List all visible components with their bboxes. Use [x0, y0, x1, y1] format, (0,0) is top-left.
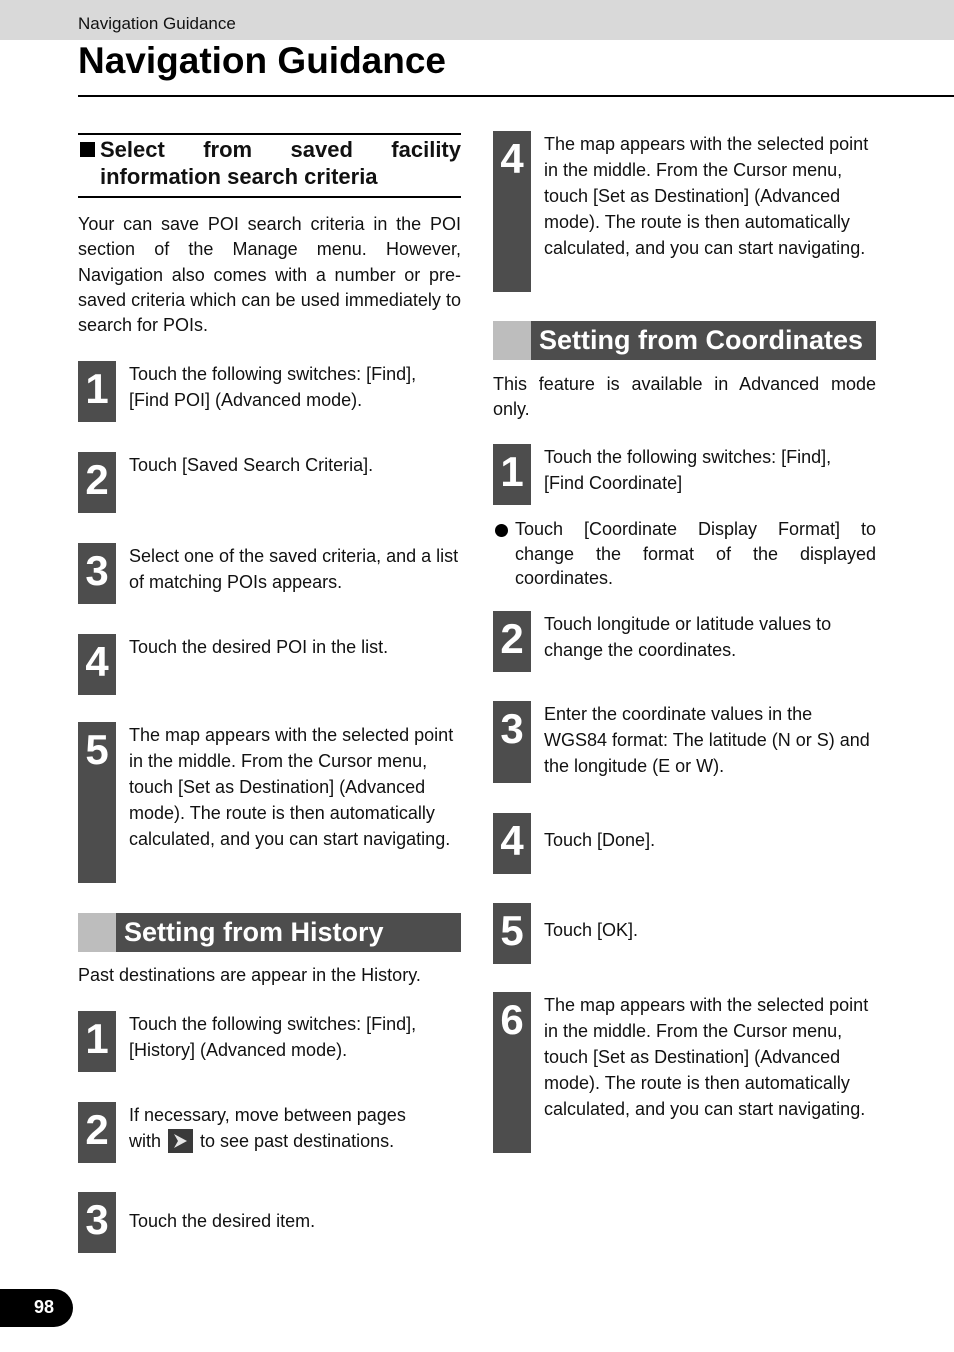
next-page-arrow-icon: [168, 1129, 193, 1153]
step-text: Touch the following switches: [Find], [Find POI] (Advanced mode).: [129, 364, 417, 410]
step-text-with: [129, 1131, 394, 1151]
step-text: Touch the desired item.: [129, 1211, 316, 1231]
step-text: Touch [Saved Search Criteria].: [129, 455, 374, 475]
section-heading-text: Setting from History: [124, 917, 384, 947]
page-title: Navigation Guidance: [78, 40, 447, 81]
step-text-before: If necessary, move between pages: [129, 1105, 406, 1125]
step-text-after: to see past destinations.: [195, 1131, 395, 1151]
note-text: Touch [Coordinate Display Format] to change the format of the displayed coordinates.: [515, 519, 876, 588]
step-text-with-word: with: [129, 1131, 167, 1151]
step-number: 2: [493, 611, 531, 672]
title-rule: [78, 95, 954, 97]
step-number: 3: [493, 701, 531, 783]
step-text: The map appears with the selected point in the middle. From the Cursor menu, touch [Set as Destination] (Advanced mode). The route is then automatically calculated, and you can start navigating.: [544, 134, 869, 258]
step-text: Touch [OK].: [544, 920, 639, 940]
step-number: 4: [493, 813, 531, 874]
step-number: 6: [493, 992, 531, 1153]
step-text: Enter the coordinate values in the WGS84 format: The latitude (N or S) and the longitude (E or W).: [544, 704, 870, 776]
page-number-badge: [0, 1289, 73, 1327]
step-text: Touch the desired POI in the list.: [129, 637, 389, 657]
section-heading-history: [78, 913, 461, 952]
section-heading-text: Setting from Coordinates: [539, 325, 864, 355]
coord-note: [493, 517, 876, 591]
step-number: 3: [78, 543, 116, 604]
coordinates-intro: This feature is available in Advanced mode only.: [493, 374, 876, 420]
intro-paragraph: Your can save POI search criteria in the POI section of the Manage menu. However, Navigation also comes with a number or pre-saved criteria which can be used immediately to search for POIs.: [78, 214, 461, 336]
step-text: Touch [Done].: [544, 830, 656, 850]
round-bullet-icon: [495, 524, 508, 537]
history-intro: Past destinations are appear in the History.: [78, 965, 421, 985]
step-text: The map appears with the selected point in the middle. From the Cursor menu, touch [Set as Destination] (Advanced mode). The route is then automatically calculated, and you can start navigating.: [129, 725, 454, 849]
step-number: 2: [78, 452, 116, 513]
step-text: Touch longitude or latitude values to change the coordinates.: [544, 614, 832, 660]
step-number: 1: [493, 444, 531, 505]
square-bullet-icon: [80, 142, 95, 157]
subsection-heading: [78, 133, 461, 198]
step-number: 3: [78, 1192, 116, 1253]
step-number: 1: [78, 361, 116, 422]
step-text: Touch the following switches: [Find], [Find Coordinate]: [544, 447, 832, 493]
heading-accent: [78, 913, 116, 952]
step-text: Select one of the saved criteria, and a list of matching POIs appears.: [129, 546, 459, 592]
step-number: 5: [493, 903, 531, 964]
step-number: 4: [78, 634, 116, 695]
page-number: 98: [34, 1297, 55, 1317]
step-number: 4: [493, 131, 531, 292]
step-text: [129, 1102, 459, 1154]
section-heading-coordinates: [493, 321, 876, 360]
subsection-heading-text: Select from saved facility information search criteria: [100, 137, 461, 189]
step-number: 1: [78, 1011, 116, 1072]
step-number: 5: [78, 722, 116, 883]
running-head: Navigation Guidance: [78, 14, 236, 33]
step-number: 2: [78, 1102, 116, 1163]
step-text: Touch the following switches: [Find], [History] (Advanced mode).: [129, 1014, 417, 1060]
step-text: The map appears with the selected point in the middle. From the Cursor menu, touch [Set as Destination] (Advanced mode). The route is then automatically calculated, and you can start navigating.: [544, 995, 869, 1119]
heading-accent: [493, 321, 531, 360]
